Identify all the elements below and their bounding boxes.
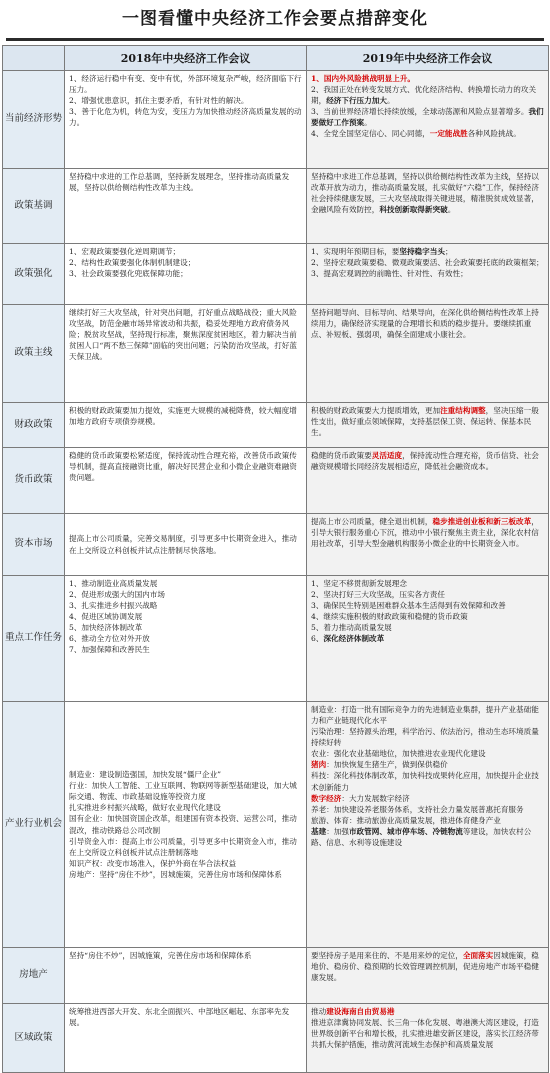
- table-row: [3, 948, 549, 1004]
- cell-2018: [65, 305, 307, 403]
- paragraph: [311, 1017, 544, 1050]
- table-body: [3, 71, 549, 1073]
- paragraph: [311, 516, 544, 549]
- cell-2019: [307, 71, 549, 169]
- body-text: 扎实推进乡村振兴战略，做好农业现代化建设: [69, 803, 221, 813]
- paragraph: [311, 450, 544, 472]
- body-text: 2、结构性政策要强化体制机制建设；: [69, 258, 196, 268]
- body-text: 制造业：建设制造强国，加快发展“僵尸企业”: [69, 770, 222, 780]
- paragraph: [311, 257, 544, 268]
- body-text: 积极的财政政策要加力提效，实施更大规模的减税降费，较大幅度增加地方政府专项债券规模。: [69, 406, 297, 427]
- body-text: 推动: [311, 1007, 327, 1016]
- row-category: 区域政策: [3, 1004, 65, 1073]
- body-text: 农业：强化农业基础地位，加快推进农业现代化建设: [311, 749, 486, 759]
- cell-2018: [65, 702, 307, 948]
- cell-2019: [307, 169, 549, 244]
- body-text: 3、提高宏观调控的前瞻性、针对性、有效性；: [311, 269, 468, 279]
- row-category: 房地产: [3, 948, 65, 1004]
- body-text: 污染治理：坚持源头治理，科学治污、依法治污，推动生态环境质量持续好转: [311, 727, 539, 748]
- paragraph: [311, 804, 544, 815]
- paragraph: [311, 128, 544, 139]
- body-text: 稳健的货币政策要松紧适度，保持流动性合理充裕，改善货币政策传导机制，提高直接融资比重，解决好民营企业和小微企业融资难融资贵问题。: [69, 451, 297, 483]
- paragraph: [311, 405, 544, 438]
- cell-2019: [307, 403, 549, 448]
- body-text: ，引导大银行服务重心下沉，推动中小银行聚焦主责主业，深化农村信用社改革，引导大型金融机构服务小微企业的中长期资金入市。: [311, 517, 539, 549]
- body-text: ，保持流动性合理充裕，货币信贷、社会融资规模增长同经济发展相适应，降低社会融资成本。: [311, 451, 539, 472]
- body-text: 坚持稳中求进的工作总基调，坚持新发展理念，坚持推动高质量发展，坚持以供给侧结构性改革为主线。: [69, 172, 290, 193]
- body-text: 引导资金入市：提高上市公司质量，引导更多中长期资金入市，推动在上交所设立科创板并试点注册制落地: [69, 836, 297, 857]
- body-text: 。: [447, 205, 456, 215]
- paragraph: [69, 869, 302, 880]
- body-text: 等建设，加快农村公路、信息、水利等设施建设: [311, 826, 532, 847]
- table-row: [3, 514, 549, 576]
- body-text: 4、全党全国坚定信心、同心同德，: [311, 129, 430, 139]
- paragraph: [311, 748, 544, 759]
- bold-text: 坚持稳字当头: [399, 247, 445, 256]
- body-text: 统筹推进西部大开发、东北全面振兴、中部地区崛起、东部率先发展。: [69, 1007, 290, 1028]
- cell-2019: [307, 576, 549, 702]
- paragraph: [69, 950, 302, 961]
- body-text: 。: [364, 118, 372, 128]
- page-title: 一图看懂中央经济工作会要点措辞变化: [6, 0, 544, 41]
- cell-2019: [307, 244, 549, 305]
- cell-2018: [65, 71, 307, 169]
- row-category: 政策基调: [3, 169, 65, 244]
- bold-text: 科技创新取得新突破: [379, 205, 448, 215]
- body-text: ：大力发展数字经济: [341, 793, 410, 803]
- table-row: [3, 702, 549, 948]
- paragraph: [69, 600, 302, 611]
- table-row: [3, 244, 549, 305]
- paragraph: [69, 633, 302, 644]
- body-text: 养老：加快建设养老服务体系，支持社会力量发展普惠托育服务: [311, 804, 524, 814]
- paragraph: [311, 171, 544, 215]
- body-text: 。: [386, 96, 395, 106]
- paragraph: [311, 759, 544, 770]
- paragraph: [69, 1006, 302, 1028]
- paragraph: [311, 950, 544, 983]
- paragraph: [69, 450, 302, 483]
- body-text: 继续打好三大攻坚战，针对突出问题，打好重点战略战役；重大风险攻坚战，防范金融市场异常波动和共振，稳妥处理地方政府债务风险；脱贫攻坚战，坚持现行标准，聚焦深度贫困地区，着力解决当前贫困人口“两不愁三保障”面临的突出问题；污染防治攻坚战，打好蓝天保卫战。: [69, 308, 297, 362]
- table-row: [3, 448, 549, 514]
- body-text: 各种风险挑战。: [467, 129, 521, 139]
- comparison-table: [2, 45, 549, 1073]
- body-text: 1、推动制造业高质量发展: [69, 579, 158, 588]
- body-text: 7、加强保障和改善民生: [69, 645, 150, 655]
- paragraph: [311, 578, 544, 589]
- paragraph: [69, 622, 302, 633]
- body-text: 提高上市公司质量，完善交易制度，引导更多中长期资金进入，推动在上交所设立科创板并试点注册制尽快落地。: [69, 534, 297, 555]
- body-text: 2、增强忧患意识，抓住主要矛盾，有针对性的解决。: [69, 96, 249, 106]
- body-text: 行业：加快人工智能、工业互联网、物联网等新型基础建设，加大城际交通、物流、市政基础设施等投资力度: [69, 781, 297, 802]
- body-text: 4、促进区域协调发展: [69, 612, 143, 622]
- body-text: 推进京津冀协同发展、长三角一体化发展、粤港澳大湾区建设，打造世界级创新平台和增长极，扎实推进雄安新区建设，落实长江经济带共抓大保护措施，推动黄河流域生态保护和高质量发展: [311, 1018, 539, 1050]
- row-category: 重点工作任务: [3, 576, 65, 702]
- paragraph: [311, 1006, 544, 1017]
- paragraph: [69, 780, 302, 802]
- body-text: 5、加快经济体制改革: [69, 623, 143, 633]
- highlight-text: 灵活适度: [371, 451, 403, 460]
- cell-2019: [307, 1004, 549, 1073]
- paragraph: [69, 246, 302, 257]
- bold-text: 我们要做好工作预案: [311, 107, 544, 128]
- body-text: 3、扎实推进乡村振兴战略: [69, 601, 158, 611]
- body-text: 知识产权：改变市场准入，保护外商在华合法权益: [69, 858, 237, 868]
- table-row: [3, 576, 549, 702]
- body-text: 3、善于化危为机，转危为安，变压力为加快推动经济高质量发展的动力。: [69, 107, 302, 128]
- table-row: [3, 169, 549, 244]
- body-text: ，坚决压缩一般性支出，做好重点领域保障，支持基层保工资、保运转、保基本民生。: [311, 406, 539, 438]
- paragraph: [311, 633, 544, 644]
- paragraph: [69, 73, 302, 95]
- body-text: 3、社会政策要强化兜底保障功能；: [69, 269, 188, 279]
- highlight-text: 建设海南自由贸易港: [326, 1007, 395, 1016]
- header-corner: [3, 46, 65, 71]
- cell-2018: [65, 514, 307, 576]
- paragraph: [69, 836, 302, 858]
- table-row: [3, 1004, 549, 1073]
- paragraph: [69, 802, 302, 813]
- cell-2019: [307, 702, 549, 948]
- paragraph: [69, 307, 302, 362]
- paragraph: [311, 611, 544, 622]
- body-text: ：加快恢复生猪生产，做到保供稳价: [326, 760, 448, 770]
- highlight-text: 一定能战胜: [429, 129, 468, 139]
- highlight-text: 注重结构调整: [440, 406, 486, 415]
- body-text: 要坚持房子是用来住的、不是用来炒的定位，: [311, 951, 463, 960]
- paragraph: [69, 533, 302, 555]
- paragraph: [311, 815, 544, 826]
- paragraph: [311, 826, 544, 848]
- bold-text: 市政管网、城市停车场、冷链物流: [348, 826, 463, 836]
- paragraph: [69, 813, 302, 835]
- paragraph: [69, 644, 302, 655]
- paragraph: [311, 622, 544, 633]
- table-row: [3, 403, 549, 448]
- cell-2018: [65, 169, 307, 244]
- paragraph: [69, 858, 302, 869]
- body-text: 2、坚持宏观政策要稳、微观政策要活、社会政策要托底的政策框架；: [311, 258, 544, 268]
- row-category: 政策主线: [3, 305, 65, 403]
- body-text: 5、着力推动高质量发展: [311, 623, 392, 633]
- cell-2018: [65, 403, 307, 448]
- paragraph: [311, 589, 544, 600]
- cell-2018: [65, 1004, 307, 1073]
- paragraph: [311, 73, 544, 84]
- body-text: 3、当前世界经济增长持续放缓，全球动荡源和风险点显著增多。: [311, 107, 529, 117]
- cell-2018: [65, 948, 307, 1004]
- row-category: 财政政策: [3, 403, 65, 448]
- paragraph: [69, 405, 302, 427]
- cell-2018: [65, 244, 307, 305]
- paragraph: [69, 171, 302, 193]
- body-text: 坚持问题导向、目标导向、结果导向，在深化供给侧结构性改革上持续用力，确保经济实现量的合理增长和质的稳步提升。要继续抓重点、补短板、强弱项，确保全面建成小康社会。: [311, 308, 539, 340]
- paragraph: [69, 769, 302, 780]
- body-text: ：加强: [326, 826, 349, 836]
- body-text: 1、实现明年预期目标，要: [311, 247, 400, 256]
- table-header-row: [3, 46, 549, 71]
- body-text: 4、继续实施积极的财政政策和稳健的货币政策: [311, 612, 468, 622]
- bold-text: 经济下行压力加大: [326, 96, 387, 106]
- body-text: 科技：深化科技体制改革，加快科技成果转化应用，加快提升企业技术创新能力: [311, 771, 539, 792]
- body-text: 积极的财政政策要大力提质增效，更加: [311, 406, 441, 415]
- highlight-text: 1、: [311, 74, 324, 83]
- cell-2018: [65, 448, 307, 514]
- cell-2019: [307, 948, 549, 1004]
- body-text: 国有企业：加快国资国企改革，组建国有资本投资、运营公司，推动混改，推动铁路总公司改制: [69, 814, 297, 835]
- header-2018: 2018年中央经济工作会议: [65, 46, 307, 71]
- body-text: 坚持稳中求进工作总基调，坚持以供给侧结构性改革为主线，坚持以改革开放为动力，推动高质量发展，扎实做好“六稳”工作，保持经济社会持续健康发展，三大攻坚战取得关键进展，精准脱贫成效显著，金融风险有效防控，: [311, 172, 539, 215]
- body-text: 2、坚决打好三大攻坚战，压实各方责任: [311, 590, 445, 600]
- body-text: 2、我国正处在转变发展方式、优化经济结构、转换增长动力的攻关期，: [311, 85, 537, 106]
- paragraph: [69, 268, 302, 279]
- body-text: 坚持“房住不炒”，因城施策，完善住房市场和保障体系: [69, 951, 252, 960]
- body-text: 制造业：打造一批有国际竞争力的先进制造业集群，提升产业基础能力和产业链现代化水平: [311, 705, 539, 726]
- highlight-text: 猪肉: [311, 760, 327, 770]
- highlight-text: 国内外风险挑战明显上升。: [323, 74, 416, 83]
- body-text: 2、促进形成强大的国内市场: [69, 590, 165, 600]
- body-text: 稳健的货币政策要: [311, 451, 372, 460]
- body-text: 旅游、体育：推动旅游业高质量发展，推进体育健身产业: [311, 815, 501, 825]
- bold-text: 基建: [311, 826, 327, 836]
- paragraph: [69, 257, 302, 268]
- body-text: 1、坚定不移贯彻新发展理念: [311, 579, 407, 588]
- paragraph: [311, 770, 544, 792]
- cell-2019: [307, 305, 549, 403]
- highlight-text: 稳步推进创业板和新三板改革: [432, 517, 532, 526]
- row-category: 资本市场: [3, 514, 65, 576]
- body-text: 6、推动全方位对外开放: [69, 634, 150, 644]
- highlight-text: 数字经济: [311, 793, 342, 803]
- cell-2018: [65, 576, 307, 702]
- highlight-text: 全面落实: [462, 951, 494, 960]
- row-category: 政策强化: [3, 244, 65, 305]
- paragraph: [311, 600, 544, 611]
- table-row: [3, 305, 549, 403]
- paragraph: [311, 793, 544, 804]
- paragraph: [311, 268, 544, 279]
- row-category: 当前经济形势: [3, 71, 65, 169]
- body-text: 因城施策，稳地价、稳房价、稳预期的长效管理调控机制，促进房地产市场平稳健康发展。: [311, 951, 539, 983]
- paragraph: [311, 106, 544, 128]
- body-text: 3、确保民生特别是困难群众基本生活得到有效保障和改善: [311, 601, 506, 611]
- table-row: [3, 71, 549, 169]
- paragraph: [69, 106, 302, 128]
- paragraph: [69, 589, 302, 600]
- body-text: ；: [444, 247, 453, 256]
- paragraph: [69, 95, 302, 106]
- body-text: 1、经济运行稳中有变、变中有忧，外部环境复杂严峻，经济面临下行压力。: [69, 74, 302, 95]
- paragraph: [311, 307, 544, 340]
- row-category: 产业行业机会: [3, 702, 65, 948]
- paragraph: [311, 84, 544, 106]
- bold-text: 深化经济体制改革: [323, 634, 385, 644]
- paragraph: [311, 704, 544, 726]
- paragraph: [69, 578, 302, 589]
- cell-2019: [307, 448, 549, 514]
- cell-2019: [307, 514, 549, 576]
- paragraph: [311, 726, 544, 748]
- header-2019: 2019年中央经济工作会议: [307, 46, 549, 71]
- row-category: 货币政策: [3, 448, 65, 514]
- paragraph: [311, 246, 544, 257]
- paragraph: [69, 611, 302, 622]
- body-text: 房地产：坚持“房住不炒”，因城施策，完善住房市场和保障体系: [69, 869, 282, 879]
- body-text: 1、宏观政策要强化逆周期调节；: [69, 247, 181, 256]
- body-text: 提高上市公司质量，健全退出机制，: [311, 517, 433, 526]
- body-text: 6、: [311, 634, 324, 644]
